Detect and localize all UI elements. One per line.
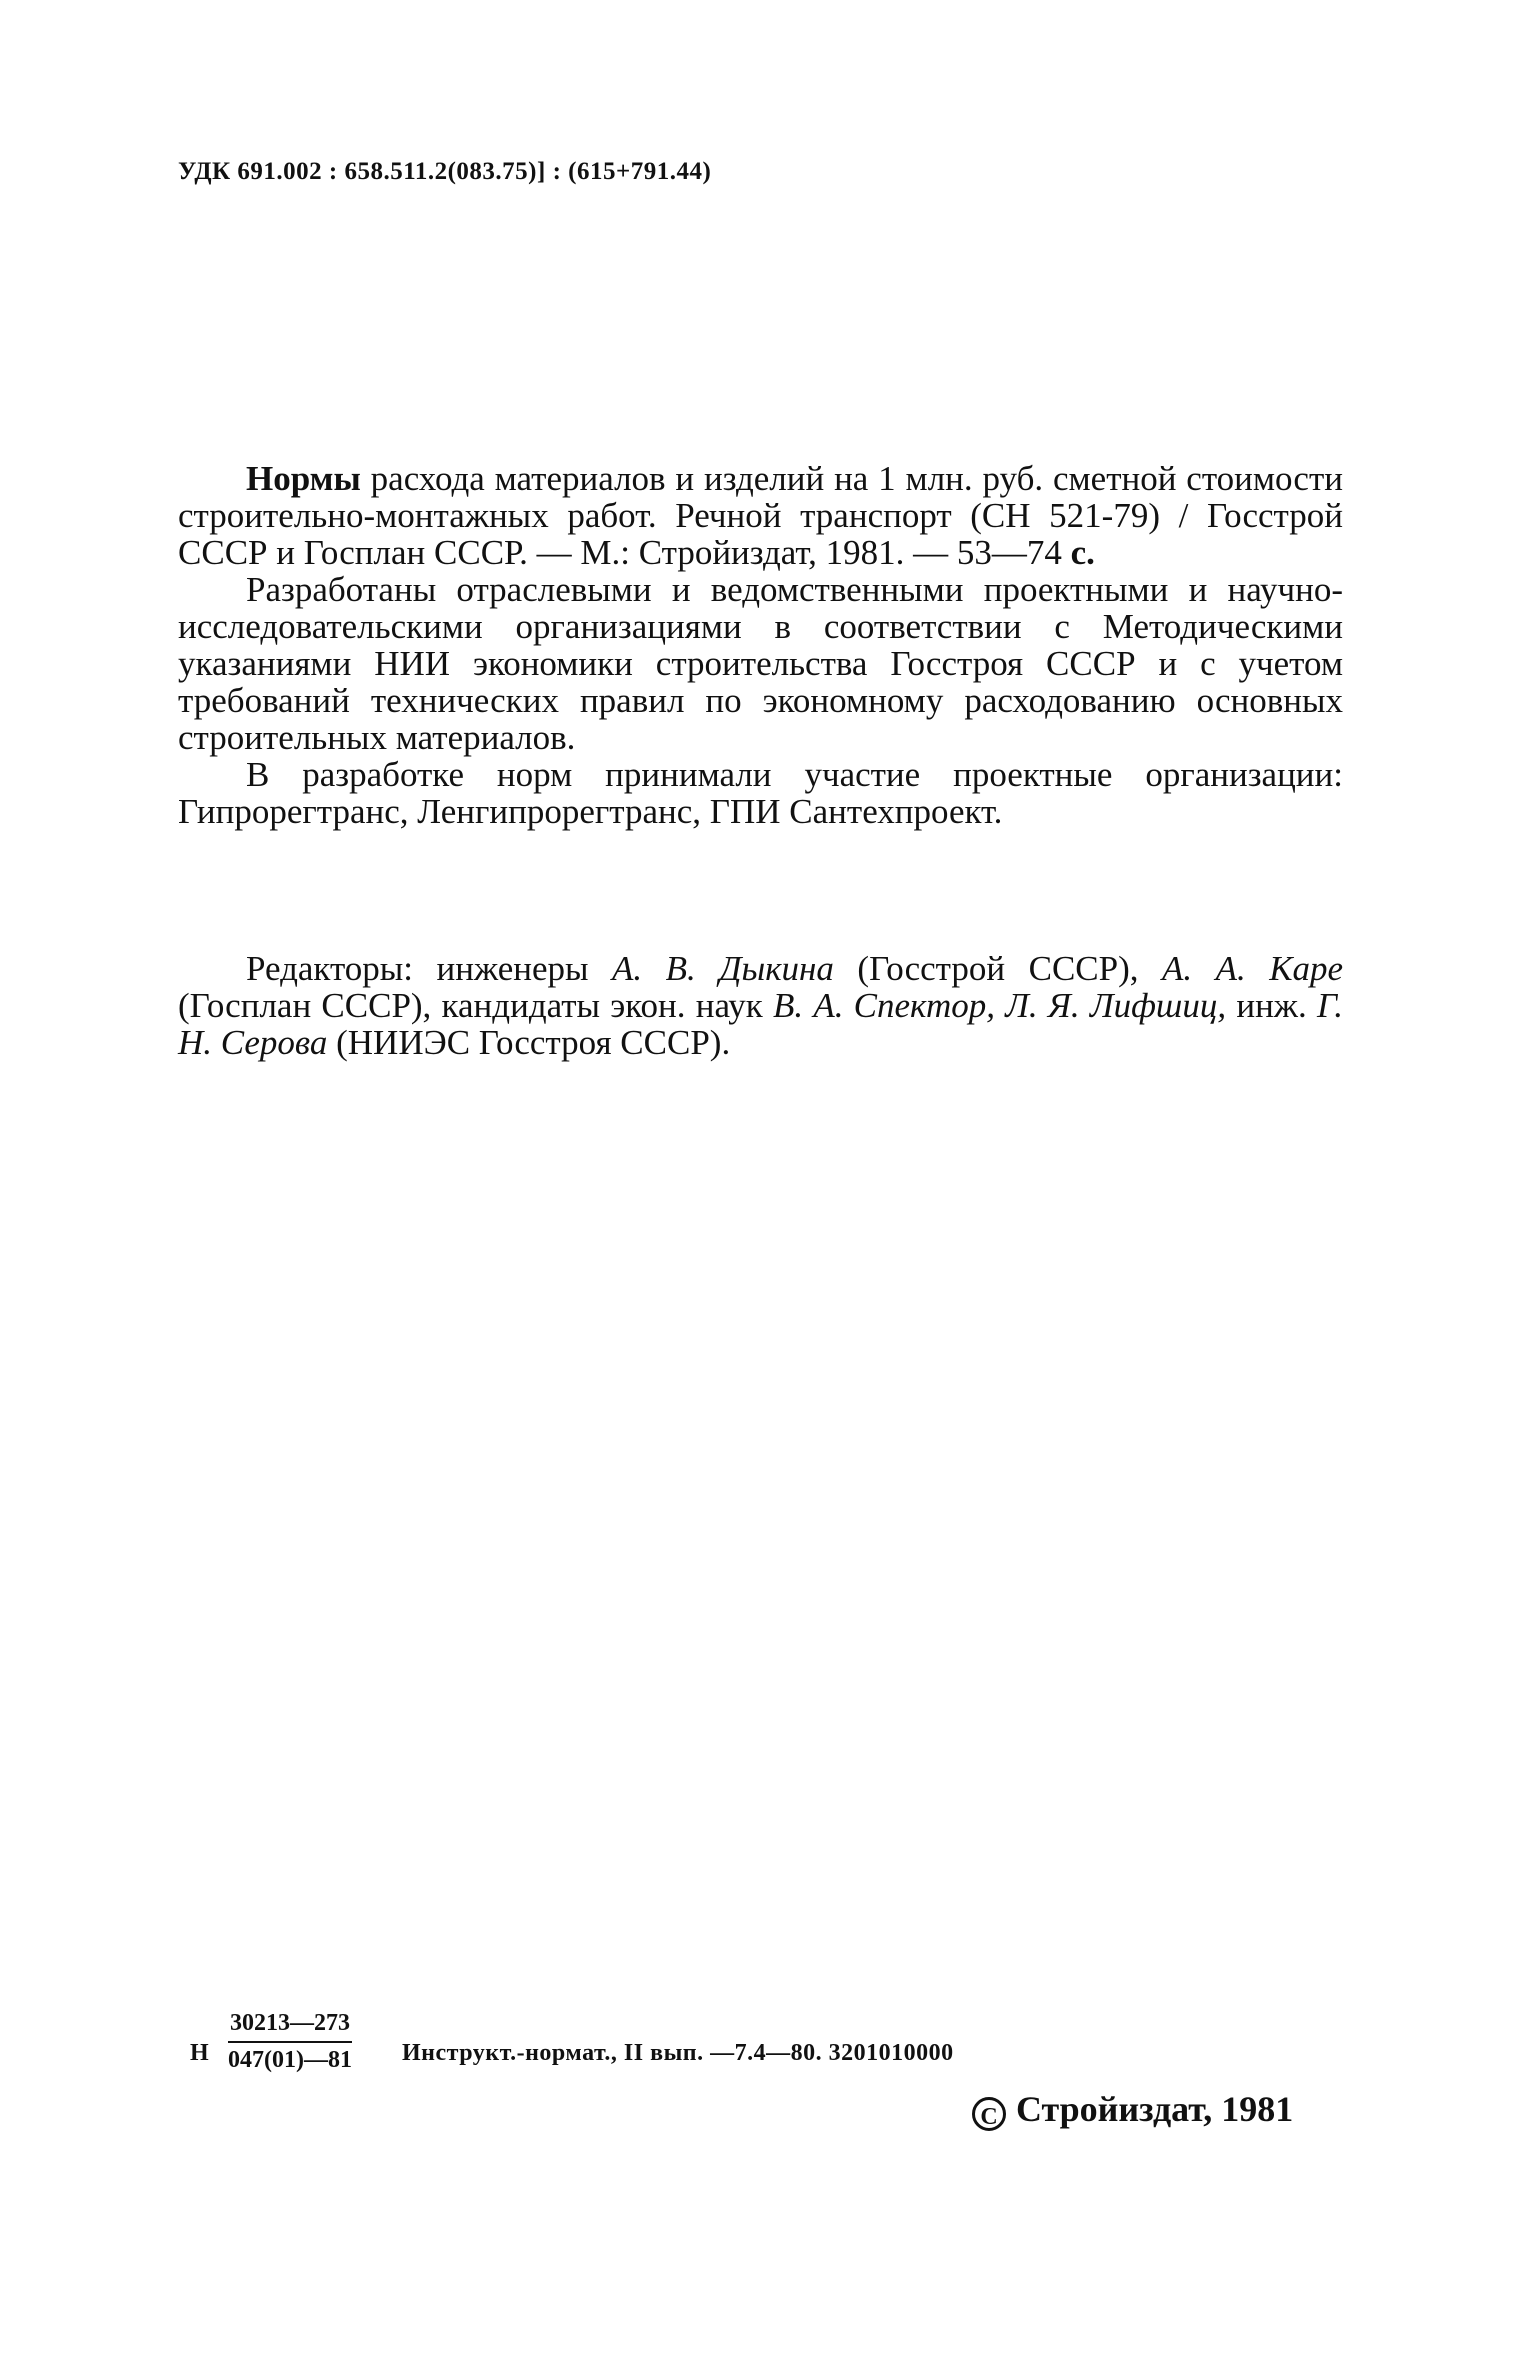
editors-paragraph	[178, 950, 1343, 1061]
editor-name-1: А. В. Дыкина	[612, 949, 834, 988]
title-pages: с.	[1070, 533, 1095, 572]
imprint-details: Инструкт.-нормат., II вып. —7.4—80. 3201010000	[402, 2040, 954, 2066]
imprint-fraction	[228, 2010, 352, 2074]
bibliographic-description	[178, 460, 1343, 830]
editor-org-4: (НИИЭС Госстроя СССР).	[327, 1023, 731, 1062]
developers-paragraph: Разработаны отраслевыми и ведомственными проектными и научно-исследовательскими организациями в соответствии с Методическими указаниями НИИ экономики строительства Госстроя СССР и с учетом требований технических правил по экономному расходованию основных строительных материалов.	[178, 570, 1343, 757]
participants-paragraph: В разработке норм принимали участие проектные организации: Гипрорегтранс, Ленгипрорегтранс, ГПИ Сантехпроект.	[178, 755, 1343, 831]
editor-name-2: А. А. Каре	[1162, 949, 1343, 988]
copyright-icon: C	[972, 2097, 1006, 2131]
editor-between: инж.	[1226, 986, 1317, 1025]
imprint-numerator: 30213—273	[228, 2010, 352, 2043]
editor-org-2: (Госплан СССР), кандидаты экон. наук	[178, 986, 773, 1025]
title-bold: Нормы	[246, 459, 361, 498]
editor-name-4: Г. Н. Серова	[178, 986, 1343, 1062]
editor-name-3: В. А. Спектор, Л. Я. Лифшиц,	[772, 986, 1227, 1025]
copyright-notice	[972, 2088, 1293, 2131]
title-rest: расхода материалов и изделий на 1 млн. руб. сметной стоимости строительно-монтажных работ. Речной транспорт (СН 521-79) / Госстрой СССР и Госплан СССР. — М.: Стройиздат, 1981. — 53—74	[178, 459, 1343, 572]
editors-label: Редакторы: инженеры	[246, 949, 612, 988]
editors-section	[178, 950, 1343, 1061]
editor-org-1: (Госстрой СССР),	[833, 949, 1162, 988]
imprint-denominator: 047(01)—81	[228, 2047, 352, 2073]
copyright-text: Стройиздат, 1981	[1016, 2089, 1294, 2129]
udc-code: УДК 691.002 : 658.511.2(083.75)] : (615+791.44)	[178, 158, 712, 185]
bibliographic-entry	[178, 460, 1343, 571]
imprint-letter: Н	[190, 2040, 209, 2066]
